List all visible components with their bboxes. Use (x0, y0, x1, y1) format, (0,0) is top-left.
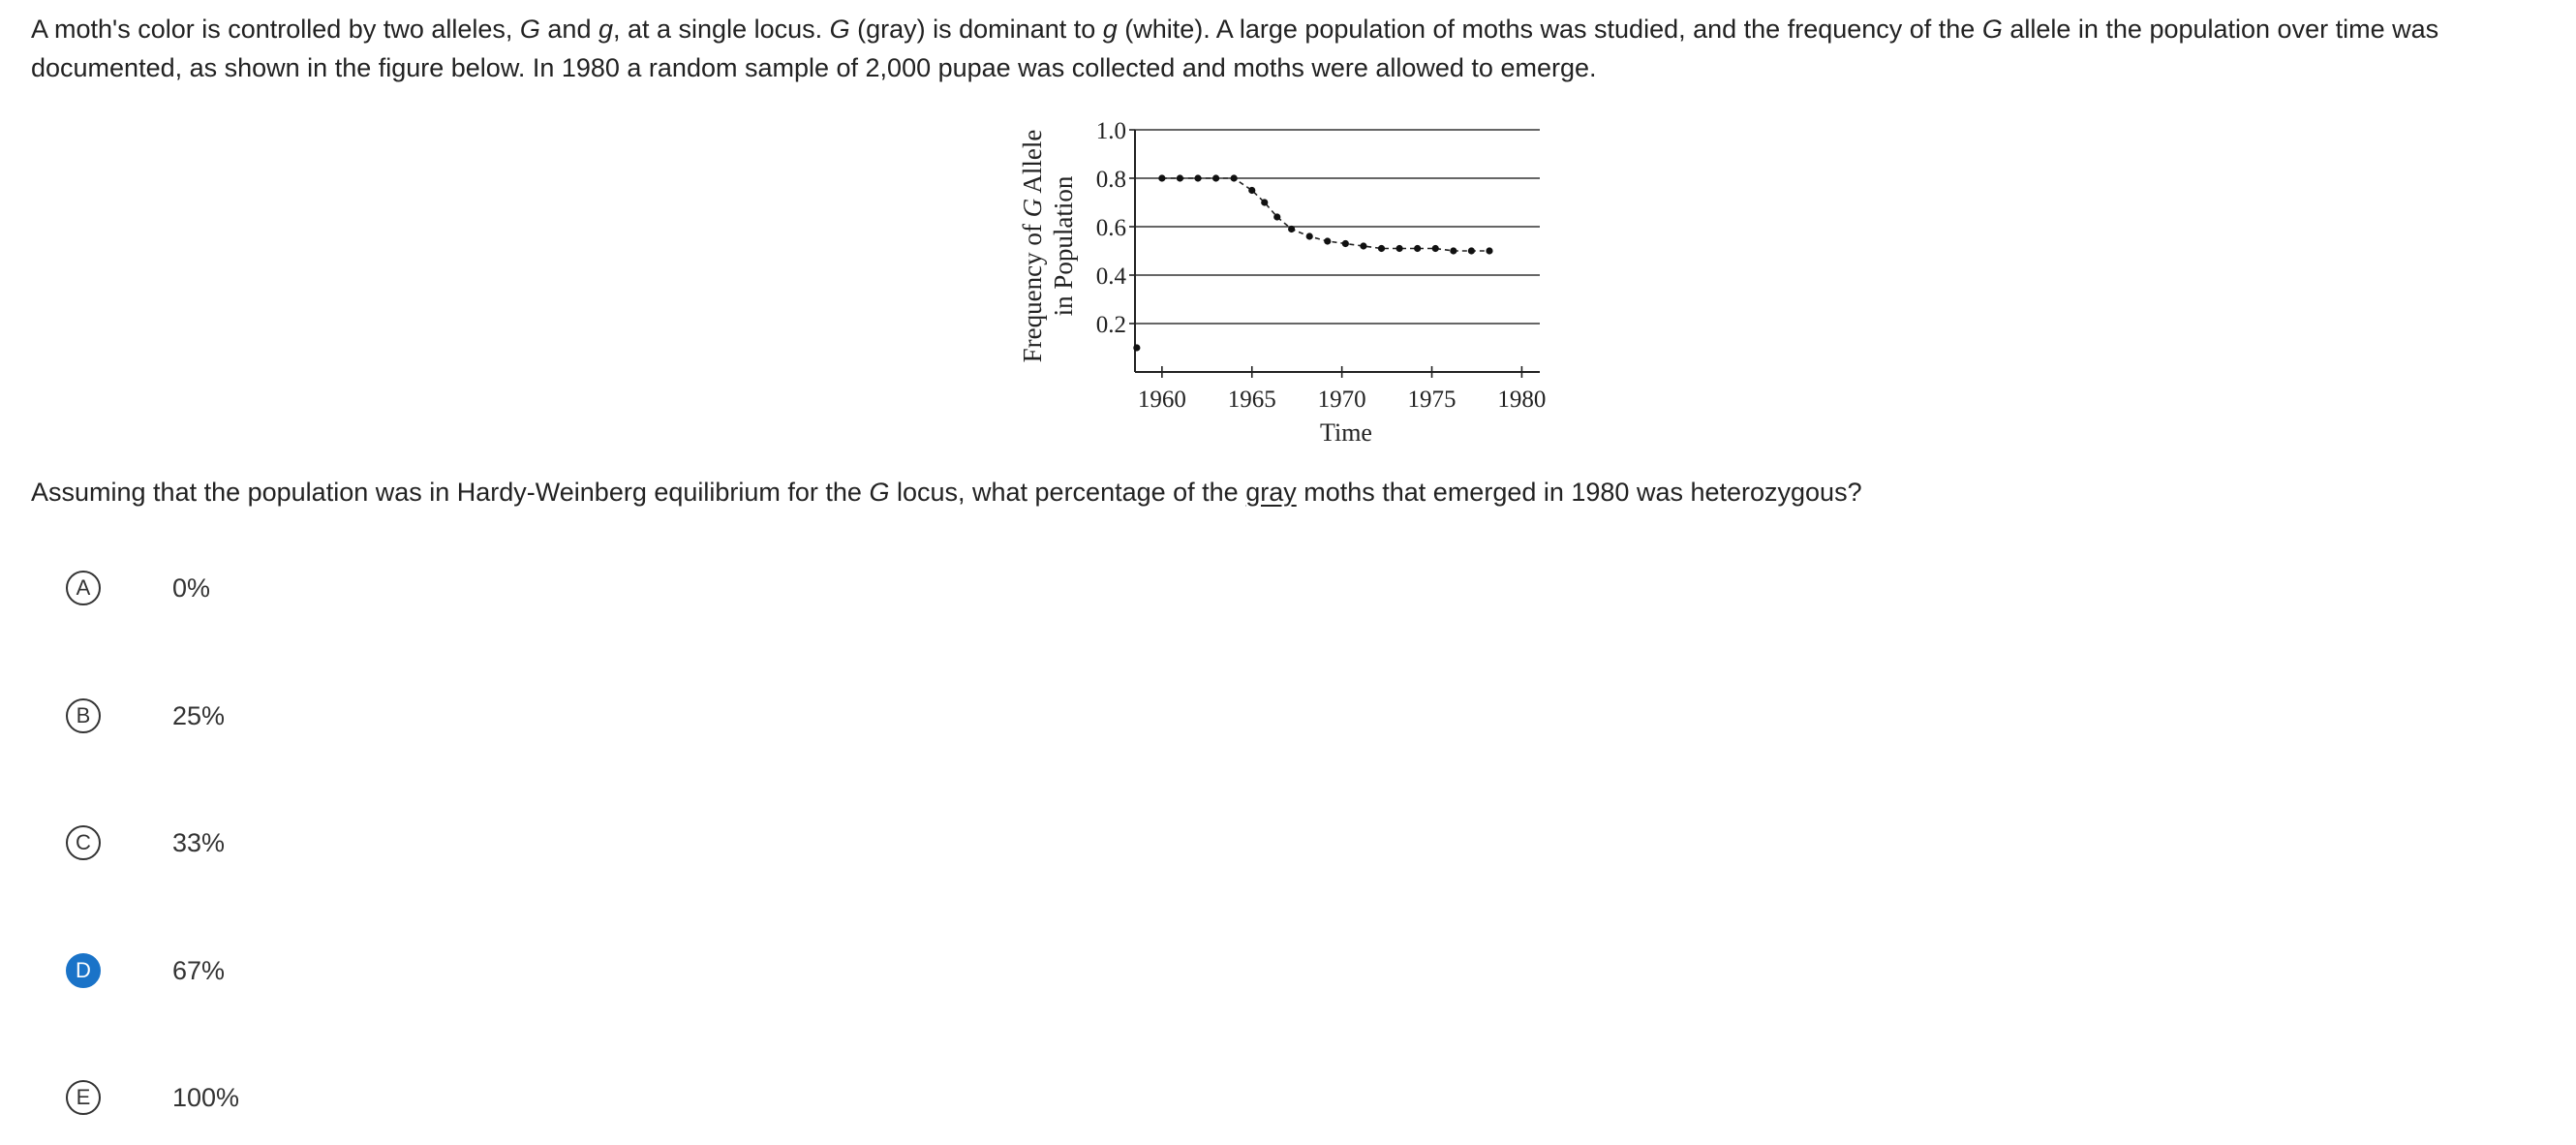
allele-symbol: g (598, 15, 613, 44)
choice-e-bubble[interactable]: E (66, 1080, 101, 1115)
data-point (1273, 213, 1280, 220)
prompt-text: Assuming that the population was in Hardy-Weinberg equilibrium for the (31, 478, 870, 507)
choice-d-text: 67% (172, 955, 226, 985)
data-point (1306, 232, 1313, 239)
choice-e-text: 100% (172, 1082, 240, 1112)
choice-a-bubble[interactable]: A (66, 571, 101, 605)
allele-symbol: g (1102, 15, 1118, 44)
choice-a[interactable] (66, 567, 647, 609)
choice-c-text: 33% (172, 827, 226, 857)
x-tick-label: 1980 (1497, 387, 1547, 413)
data-point (1194, 174, 1201, 181)
svg-text:in Population: in Population (1049, 175, 1078, 317)
data-point (1261, 199, 1268, 205)
y-tick-label: 1.0 (1095, 118, 1126, 144)
data-point (1395, 245, 1402, 252)
data-point (1378, 245, 1385, 252)
allele-frequency-figure (1007, 108, 1559, 462)
y-axis-label-line2 (1049, 175, 1078, 316)
svg-text:Frequency of G Allele: Frequency of G Allele (1018, 129, 1047, 363)
x-tick-label: 1970 (1317, 387, 1366, 413)
data-point (1212, 174, 1219, 181)
x-tick-label: 1975 (1407, 387, 1457, 413)
choice-d[interactable] (66, 949, 647, 992)
data-point (1414, 245, 1421, 252)
choice-b-bubble[interactable]: B (66, 698, 101, 733)
stem-text: (gray) is dominant to (849, 15, 1103, 44)
question-prompt (31, 473, 2549, 511)
data-point (1324, 237, 1331, 244)
data-point (1158, 174, 1165, 181)
choice-a-text: 0% (172, 572, 211, 603)
stem-text: A moth's color is controlled by two alleles, (31, 15, 520, 44)
allele-symbol: G (519, 15, 540, 44)
y-axis-label (1018, 130, 1047, 363)
y-tick-label: 0.4 (1095, 263, 1126, 290)
x-tick-label: 1960 (1137, 387, 1186, 413)
allele-symbol: G (829, 15, 850, 44)
data-point (1342, 240, 1349, 247)
choice-b[interactable] (66, 695, 647, 737)
stem-text: allele in the population over time was documented, as shown in the figure below. In 1980 a random sample of 2,000 pupae was collected and moths were allowed to emerge. (31, 15, 2439, 82)
y-tick-label: 0.2 (1095, 312, 1126, 338)
data-point (1231, 174, 1238, 181)
choice-b-text: 25% (172, 700, 226, 730)
choice-c[interactable] (66, 821, 647, 864)
data-point (1133, 344, 1140, 351)
data-point (1360, 242, 1366, 249)
emphasized-word: gray (1245, 478, 1297, 507)
choice-d-bubble[interactable]: D (66, 953, 101, 988)
data-point (1486, 247, 1492, 254)
data-point (1450, 247, 1457, 254)
prompt-text: locus, what percentage of the (889, 478, 1246, 507)
allele-symbol: G (869, 478, 890, 507)
x-axis-label: Time (1320, 418, 1372, 447)
choice-c-bubble[interactable]: C (66, 825, 101, 860)
stem-text: and (539, 15, 598, 44)
data-point (1468, 247, 1475, 254)
allele-frequency-chart (1007, 108, 1559, 457)
y-tick-label: 0.8 (1095, 167, 1126, 193)
stem-text: , at a single locus. (613, 15, 830, 44)
question-stem (31, 10, 2549, 87)
data-point (1248, 187, 1255, 194)
prompt-text: moths that emerged in 1980 was heterozygous? (1296, 478, 1862, 507)
allele-symbol: G (1981, 15, 2003, 44)
y-tick-label: 0.6 (1095, 215, 1126, 241)
choice-e[interactable] (66, 1076, 647, 1119)
data-point (1177, 174, 1183, 181)
stem-text: (white). A large population of moths was studied, and the frequency of the (1117, 15, 1982, 44)
data-point (1432, 245, 1439, 252)
x-tick-label: 1965 (1227, 387, 1276, 413)
data-point (1288, 226, 1295, 232)
